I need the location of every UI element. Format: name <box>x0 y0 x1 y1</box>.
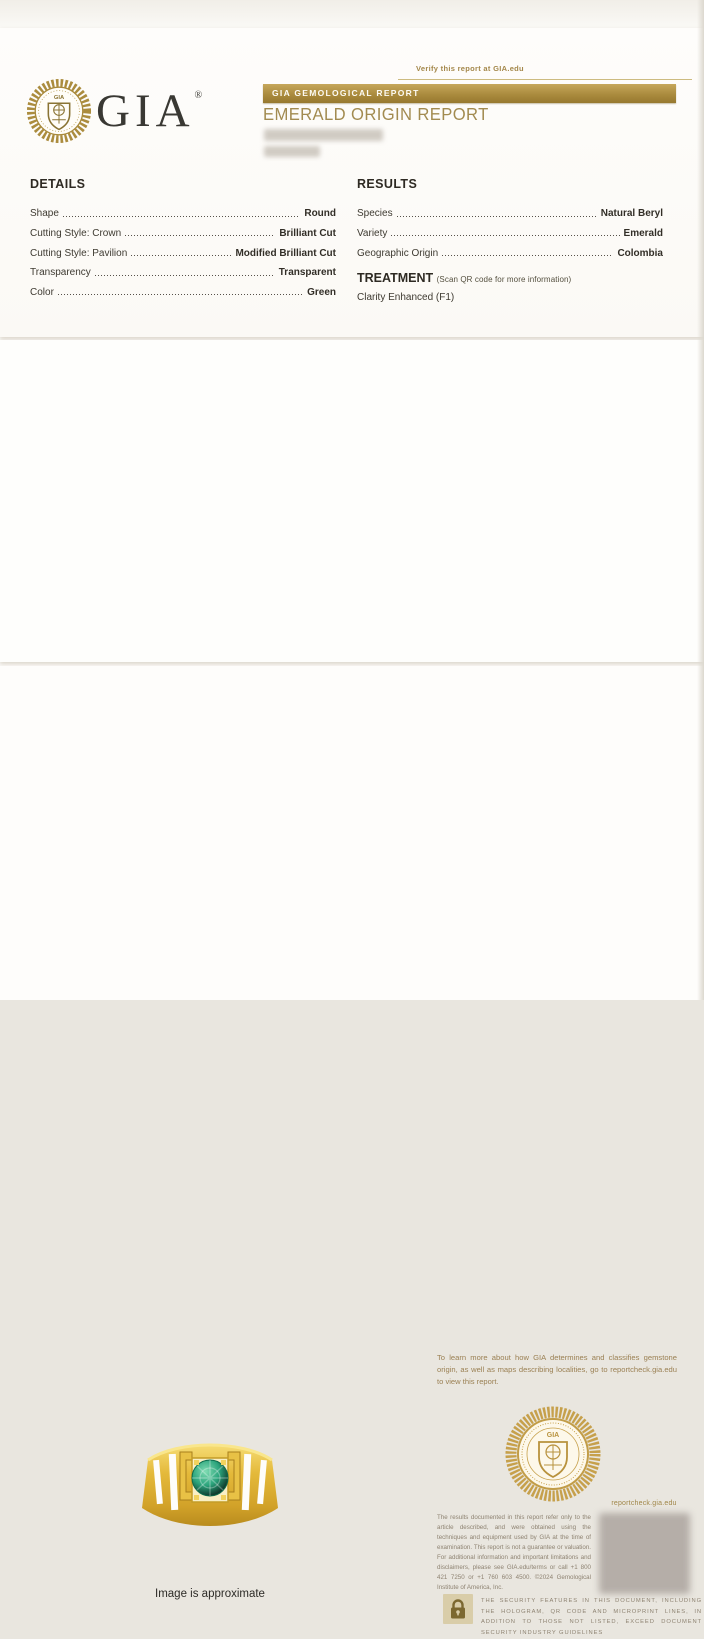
gia-seal-icon <box>26 78 92 144</box>
security-lock-chip <box>443 1594 473 1624</box>
spec-row-pavilion <box>30 239 336 259</box>
spec-label: Cutting Style: Crown <box>30 227 122 239</box>
spec-label: Variety <box>357 227 388 239</box>
spec-row-crown <box>30 220 336 240</box>
spec-value: Round <box>304 208 336 220</box>
spec-value: Natural Beryl <box>600 208 663 220</box>
footer-panel <box>0 666 704 1637</box>
dotted-leader <box>131 255 231 256</box>
item-panel <box>0 340 704 662</box>
spec-value: Modified Brilliant Cut <box>235 247 336 259</box>
spec-value: Emerald <box>623 227 663 239</box>
spec-row-species <box>357 200 663 220</box>
image-approximate-caption: Image is approximate <box>155 1588 265 1600</box>
treatment-value: Clarity Enhanced (F1) <box>357 292 455 303</box>
spec-label: Cutting Style: Pavilion <box>30 247 128 259</box>
spec-label: Species <box>357 208 393 220</box>
gold-ring-emerald-icon <box>128 1408 292 1548</box>
dotted-leader <box>63 216 300 217</box>
gia-hologram-seal <box>503 1404 603 1504</box>
banner-label: GIA GEMOLOGICAL REPORT <box>272 88 420 98</box>
padlock-icon <box>449 1599 467 1619</box>
results-heading: RESULTS <box>357 177 418 191</box>
security-features-text: THE SECURITY FEATURES IN THIS DOCUMENT, INCLUDING THE HOLOGRAM, QR CODE AND MICROPRINT LINES, IN ADDITION TO THOSE NOT LISTED, EXCEED DOCUMENT SECURITY INDUSTRY GUIDELINES <box>481 1598 702 1637</box>
spec-label: Shape <box>30 208 59 220</box>
gia-logo <box>26 78 202 144</box>
report-banner <box>263 84 676 103</box>
spec-label: Color <box>30 286 54 298</box>
learn-more-text: To learn more about how GIA determines and classifies gemstone origin, as well as maps describing localities, go to reportcheck.gia.edu to view this report. <box>437 1353 677 1387</box>
redacted-qr-code <box>599 1513 690 1594</box>
redacted-report-date <box>264 129 383 141</box>
spec-row-shape <box>30 200 336 220</box>
verify-report-link: Verify this report at GIA.edu <box>416 64 524 73</box>
gia-wordmark: GIA® <box>96 84 203 137</box>
details-heading: DETAILS <box>30 177 86 191</box>
spec-value: Green <box>307 286 336 298</box>
reportcheck-link: reportcheck.gia.edu <box>611 1500 677 1507</box>
spec-row-variety <box>357 220 663 240</box>
spec-label: Geographic Origin <box>357 247 439 259</box>
sunburst-seal-icon <box>503 1404 603 1504</box>
spec-value: Transparent <box>278 267 336 279</box>
header-rule <box>398 79 692 80</box>
svg-text:GIA: GIA <box>546 1432 560 1439</box>
spec-row-color <box>30 279 336 299</box>
header-panel <box>0 28 704 337</box>
svg-text:GIA: GIA <box>53 94 65 101</box>
spec-label: Transparency <box>30 267 91 279</box>
dotted-leader <box>391 235 619 236</box>
dotted-leader <box>397 216 597 217</box>
disclaimer-text: The results documented in this report refer only to the article described, and were obtained using the techniques and equipment used by GIA at the time of examination. This report is not a guarantee or valuation. For additional information and important limitations and disclaimers, please see GIA.edu/terms or call +1 800 421 7250 or +1 760 603 4500. ©2024 Gemological Institute of America, Inc. <box>437 1514 591 1592</box>
spec-value: Colombia <box>617 247 663 259</box>
spec-row-transparency <box>30 259 336 279</box>
ring-photo <box>128 1408 292 1548</box>
treatment-note: (Scan QR code for more information) <box>436 275 572 284</box>
dotted-leader <box>442 255 613 256</box>
treatment-heading: TREATMENT (Scan QR code for more information) <box>357 271 572 285</box>
results-section <box>357 177 663 259</box>
registered-mark: ® <box>194 89 203 101</box>
redacted-report-number <box>264 146 320 157</box>
spec-value: Brilliant Cut <box>279 227 336 239</box>
report-title: EMERALD ORIGIN REPORT <box>263 104 489 124</box>
details-section <box>30 177 336 298</box>
dotted-leader <box>95 275 275 276</box>
dotted-leader <box>58 294 303 295</box>
spec-row-origin <box>357 239 663 259</box>
dotted-leader <box>125 235 275 236</box>
